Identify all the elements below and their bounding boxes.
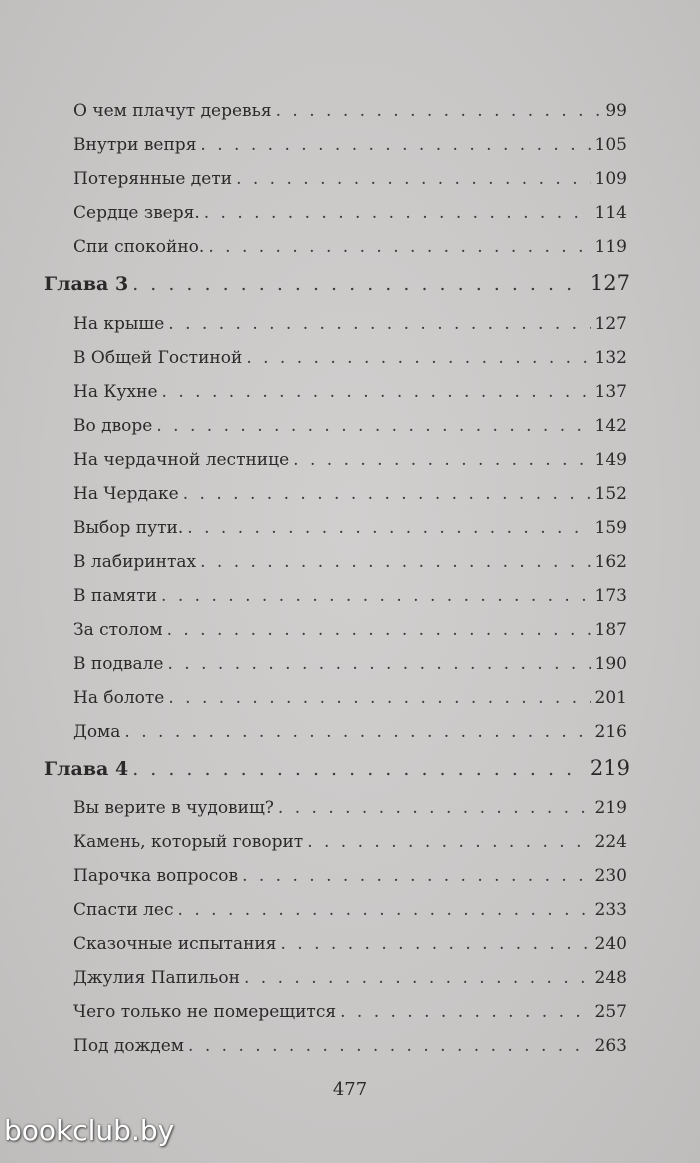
watermark: bookclub.by [4, 1114, 175, 1147]
toc-entry [73, 825, 627, 859]
dot-leader [200, 128, 590, 162]
dot-leader [183, 477, 591, 511]
toc-entry-page: 257 [594, 1002, 627, 1022]
toc-entry [73, 995, 627, 1029]
toc-entry [73, 961, 627, 995]
toc-entry-page: 132 [594, 348, 627, 368]
toc-entry [73, 1029, 627, 1063]
toc-entry-page: 190 [594, 654, 627, 674]
toc-entry-page: 230 [594, 866, 627, 886]
toc-entry-title: Спасти лес [73, 900, 174, 920]
toc-entry-title: За столом [73, 620, 163, 640]
toc-entry-page: 127 [594, 314, 627, 334]
dot-leader [168, 681, 590, 715]
toc-entry [73, 927, 627, 961]
toc-entry-page: 99 [605, 101, 627, 121]
dot-leader [178, 893, 591, 927]
toc-entry-page: 173 [594, 586, 627, 606]
dot-leader [293, 443, 590, 477]
toc-entry [73, 477, 627, 511]
dot-leader [278, 791, 591, 825]
toc-entry [73, 307, 627, 341]
toc-entry-title: Камень, который говорит [73, 832, 304, 852]
toc-entry-title: Дома [73, 722, 121, 742]
dot-leader [200, 545, 590, 579]
toc-entry-page: 142 [594, 416, 627, 436]
dot-leader [236, 162, 590, 196]
toc-entry-title: Выбор пути. [73, 518, 184, 538]
toc-entry [73, 230, 627, 264]
toc-entry [73, 545, 627, 579]
toc-entry-page: 105 [594, 135, 627, 155]
dot-leader [242, 859, 590, 893]
toc-entry-title: Вы верите в чудовищ? [73, 798, 274, 818]
dot-leader [276, 94, 602, 128]
toc-chapter-page: 127 [589, 271, 630, 295]
toc-chapter-title: Глава 4 [44, 758, 129, 780]
toc-entry [73, 128, 627, 162]
toc-entry-page: 233 [594, 900, 627, 920]
toc-entry-title: В Общей Гостиной [73, 348, 243, 368]
dot-leader [246, 341, 590, 375]
toc-entry-title: На чердачной лестнице [73, 450, 290, 470]
toc-chapter [44, 751, 630, 785]
toc-entry-page: 119 [594, 237, 627, 257]
dot-leader [161, 579, 591, 613]
toc-entry-title: Под дождем [73, 1036, 185, 1056]
toc-entry-page: 201 [594, 688, 627, 708]
toc-entry-title: На Чердаке [73, 484, 179, 504]
page-number: 477 [332, 1079, 368, 1100]
dot-leader [132, 752, 586, 786]
toc-entry [73, 791, 627, 825]
toc-entry [73, 94, 627, 128]
toc-entry-title: В лабиринтах [73, 552, 197, 572]
toc-entry-title: Спи спокойно. [73, 237, 205, 257]
toc-entry-page: 187 [594, 620, 627, 640]
toc-entry-page: 248 [594, 968, 627, 988]
toc-entry [73, 196, 627, 230]
toc-entry [73, 859, 627, 893]
toc-chapter-page: 219 [589, 756, 630, 780]
toc-entry [73, 613, 627, 647]
toc-entry-title: Парочка вопросов [73, 866, 239, 886]
toc-entry-title: В подвале [73, 654, 164, 674]
toc-entry [73, 647, 627, 681]
dot-leader [244, 961, 591, 995]
dot-leader [307, 825, 590, 859]
dot-leader [162, 375, 591, 409]
toc-entry-page: 240 [594, 934, 627, 954]
dot-leader [187, 511, 590, 545]
dot-leader [204, 196, 591, 230]
toc-entry [73, 443, 627, 477]
toc-entry-title: На крыше [73, 314, 165, 334]
toc-entry-page: 109 [594, 169, 627, 189]
dot-leader [167, 613, 591, 647]
toc-entry [73, 341, 627, 375]
dot-leader [280, 927, 590, 961]
toc-chapter [44, 266, 630, 300]
toc-entry-page: 152 [594, 484, 627, 504]
toc-entry [73, 715, 627, 749]
toc-entry-title: Внутри вепря [73, 135, 197, 155]
toc-entry [73, 579, 627, 613]
toc-entry-title: Сердце зверя. [73, 203, 200, 223]
toc-entry-page: 149 [594, 450, 627, 470]
toc-entry-page: 224 [594, 832, 627, 852]
toc-entry-page: 162 [594, 552, 627, 572]
toc-entry-title: На болоте [73, 688, 165, 708]
dot-leader [168, 307, 590, 341]
toc-entry [73, 375, 627, 409]
toc-entry-title: Чего только не померещится [73, 1002, 337, 1022]
toc-chapter-title: Глава 3 [44, 273, 129, 295]
toc-entry-page: 137 [594, 382, 627, 402]
toc-entry-title: Потерянные дети [73, 169, 233, 189]
toc-entry-page: 219 [594, 798, 627, 818]
dot-leader [156, 409, 590, 443]
dot-leader [208, 230, 590, 264]
toc-entry [73, 893, 627, 927]
toc-entry-page: 159 [594, 518, 627, 538]
dot-leader [132, 267, 586, 301]
toc-entry [73, 409, 627, 443]
toc-entry-title: Во дворе [73, 416, 153, 436]
toc-entry-title: В памяти [73, 586, 158, 606]
dot-leader [340, 995, 590, 1029]
toc-entry [73, 162, 627, 196]
dot-leader [168, 647, 591, 681]
dot-leader [188, 1029, 591, 1063]
toc-entry-title: На Кухне [73, 382, 158, 402]
toc-entry-title: Сказочные испытания [73, 934, 277, 954]
toc-entry-title: Джулия Папильон [73, 968, 240, 988]
toc-entry [73, 681, 627, 715]
toc-entry [73, 511, 627, 545]
toc-entry-page: 263 [594, 1036, 627, 1056]
toc-entry-page: 114 [594, 203, 627, 223]
toc-entry-title: О чем плачут деревья [73, 101, 272, 121]
toc-entry-page: 216 [594, 722, 627, 742]
dot-leader [124, 715, 590, 749]
